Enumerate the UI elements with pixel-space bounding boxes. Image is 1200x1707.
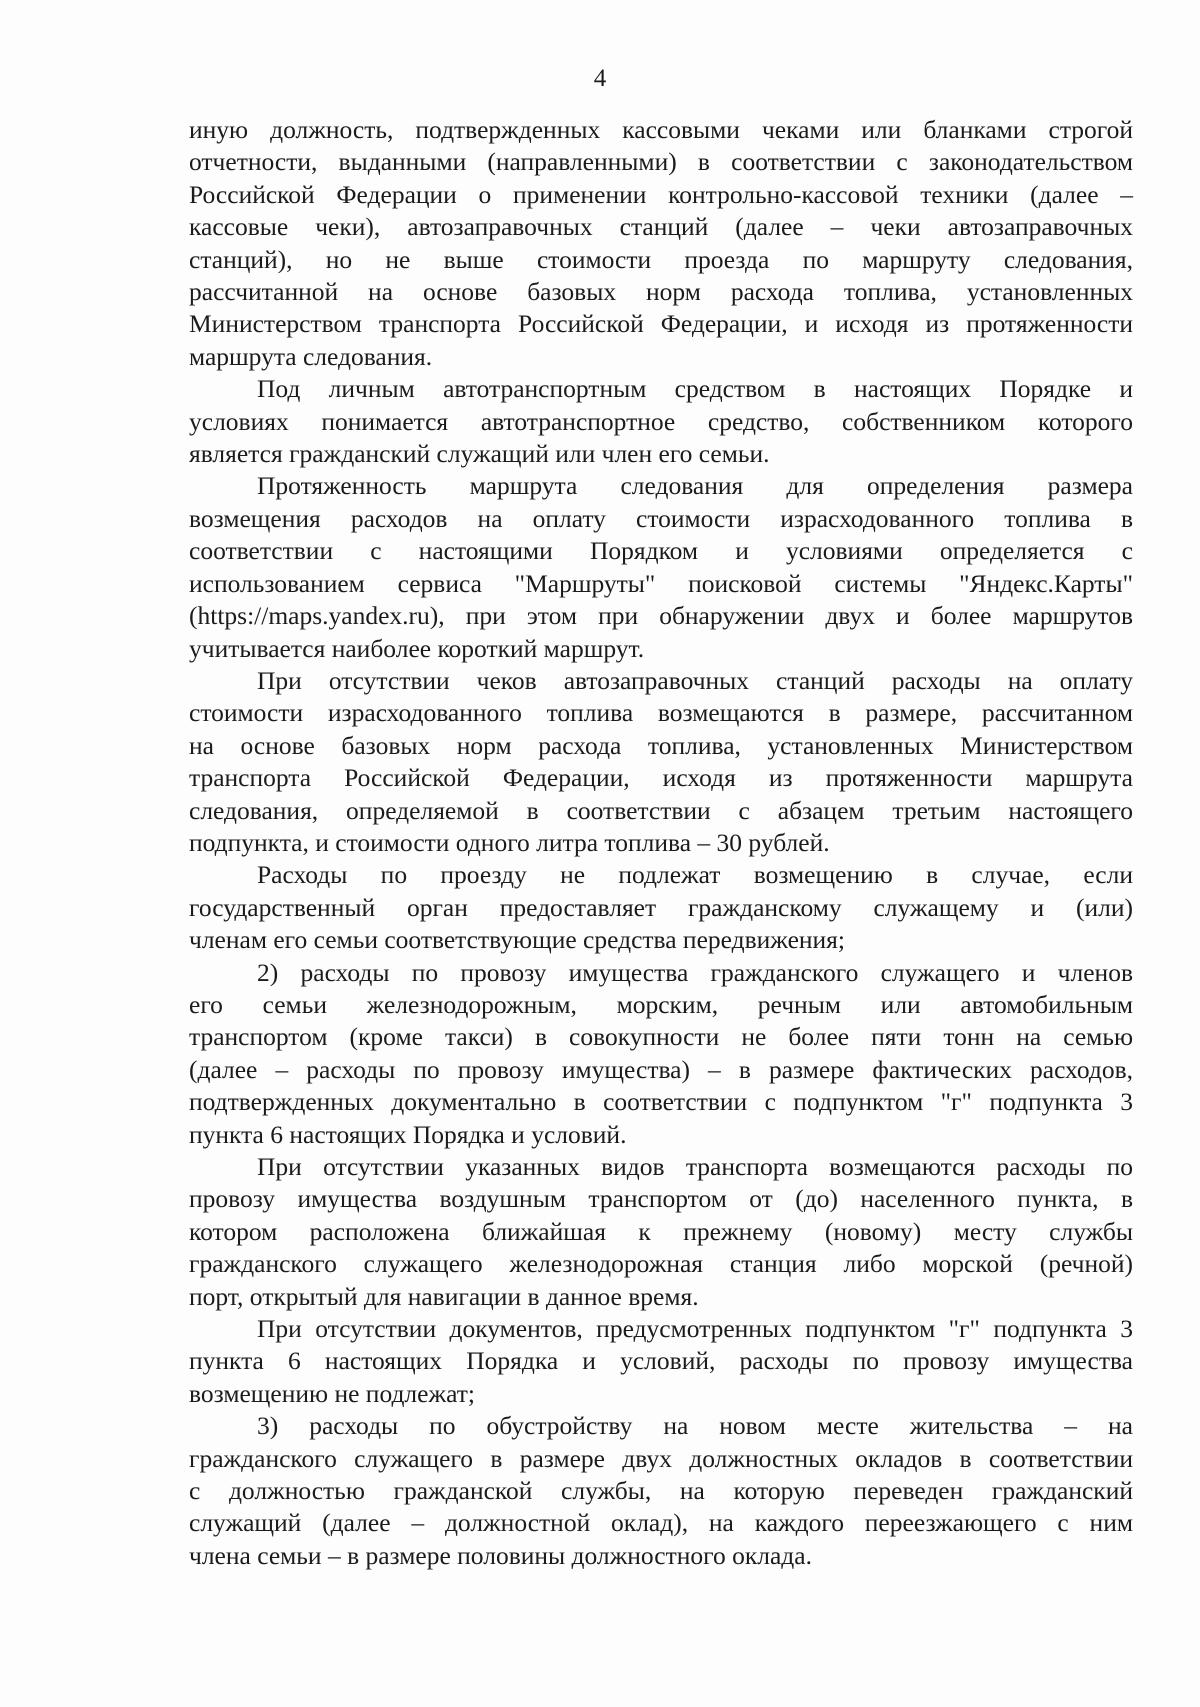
paragraph-4-line-6: подпункта, и стоимости одного литра топлива – 30 рублей. (189, 827, 830, 857)
paragraph-3-line-6: учитывается наиболее короткий маршрут. (189, 633, 645, 663)
paragraph-7-line-1: При отсутствии указанных видов транспорта возмещаются расходы по (257, 1152, 1133, 1181)
paragraph-1-line-4: кассовые чеки), автозаправочных станций (далее – чеки автозаправочных (189, 212, 1133, 242)
document-body (189, 114, 1133, 1572)
paragraph-5-line-3: членам его семьи соответствующие средства передвижения; (189, 925, 845, 955)
paragraph-3-line-2: возмещения расходов на оплату стоимости израсходованного топлива в (189, 503, 1133, 533)
paragraph-7-line-2: провозу имущества воздушным транспортом от (до) населенного пункта, в (189, 1184, 1133, 1214)
paragraph-2-line-2: условиях понимается автотранспортное средство, собственником которого (189, 406, 1133, 436)
paragraph-7-line-5: порт, открытый для навигации в данное время. (189, 1281, 699, 1311)
paragraph-9-line-4: служащий (далее – должностной оклад), на каждого переезжающего с ним (189, 1508, 1133, 1538)
paragraph-4-line-1: При отсутствии чеков автозаправочных станций расходы на оплату (257, 665, 1133, 695)
paragraph-1-line-8: маршрута следования. (189, 341, 433, 371)
paragraph-6-line-5: подтвержденных документально в соответствии с подпунктом "г" подпункта 3 (189, 1087, 1133, 1117)
paragraph-7-line-4: гражданского служащего железнодорожная станция либо морской (речной) (189, 1249, 1133, 1279)
paragraph-7-line-3: котором расположена ближайшая к прежнему (новому) месту службы (189, 1216, 1133, 1246)
paragraph-3-line-1: Протяженность маршрута следования для определения размера (257, 471, 1133, 501)
paragraph-8-line-2: пункта 6 настоящих Порядка и условий, расходы по провозу имущества (189, 1346, 1133, 1376)
paragraph-6-line-6: пункта 6 настоящих Порядка и условий. (189, 1119, 627, 1149)
paragraph-6-line-1: 2) расходы по провозу имущества гражданского служащего и членов (257, 957, 1133, 987)
paragraph-9-line-2: гражданского служащего в размере двух должностных окладов в соответствии (189, 1443, 1133, 1473)
paragraph-6-line-4: (далее – расходы по провозу имущества) – в размере фактических расходов, (189, 1054, 1133, 1084)
paragraph-1-line-2: отчетности, выданными (направленными) в соответствии с законодательством (189, 147, 1133, 177)
paragraph-1-line-3: Российской Федерации о применении контрольно-кассовой техники (далее – (189, 179, 1133, 209)
paragraph-8-line-1: При отсутствии документов, предусмотренных подпунктом "г" подпункта 3 (257, 1314, 1133, 1344)
paragraph-6-line-2: его семьи железнодорожным, морским, речным или автомобильным (189, 989, 1133, 1019)
paragraph-3-line-3: соответствии с настоящими Порядком и условиями определяется с (189, 536, 1133, 566)
paragraph-9-line-5: члена семьи – в размере половины должностного оклада. (189, 1540, 812, 1570)
paragraph-8-line-3: возмещению не подлежат; (189, 1378, 475, 1408)
paragraph-4-line-2: стоимости израсходованного топлива возмещаются в размере, рассчитанном (189, 698, 1133, 728)
paragraph-1-line-7: Министерством транспорта Российской Федерации, и исходя из протяженности (189, 309, 1133, 339)
paragraph-4-line-4: транспорта Российской Федерации, исходя из протяженности маршрута (189, 763, 1133, 793)
paragraph-1-line-6: рассчитанной на основе базовых норм расхода топлива, установленных (189, 277, 1133, 307)
paragraph-6-line-3: транспортом (кроме такси) в совокупности не более пяти тонн на семью (189, 1022, 1133, 1052)
paragraph-4-line-3: на основе базовых норм расхода топлива, установленных Министерством (189, 730, 1133, 760)
paragraph-2-line-1: Под личным автотранспортным средством в настоящих Порядке и (257, 374, 1133, 404)
paragraph-9-line-1: 3) расходы по обустройству на новом месте жительства – на (257, 1411, 1133, 1441)
paragraph-1-line-5: станций), но не выше стоимости проезда по маршруту следования, (189, 244, 1133, 274)
paragraph-9-line-3: с должностью гражданской службы, на которую переведен гражданский (189, 1476, 1133, 1506)
paragraph-4-line-5: следования, определяемой в соответствии с абзацем третьим настоящего (189, 795, 1133, 825)
paragraph-2-line-3: является гражданский служащий или член его семьи. (189, 439, 770, 469)
paragraph-3-line-5: (https://maps.yandex.ru), при этом при обнаружении двух и более маршрутов (189, 601, 1133, 631)
paragraph-1-line-1: иную должность, подтвержденных кассовыми чеками или бланками строгой (189, 115, 1133, 144)
paragraph-5-line-2: государственный орган предоставляет гражданскому служащему и (или) (189, 892, 1133, 922)
paragraph-3-line-4: использованием сервиса "Маршруты" поисковой системы "Яндекс.Карты" (189, 568, 1133, 598)
paragraph-5-line-1: Расходы по проезду не подлежат возмещению в случае, если (257, 860, 1133, 890)
page-number: 4 (593, 65, 607, 92)
